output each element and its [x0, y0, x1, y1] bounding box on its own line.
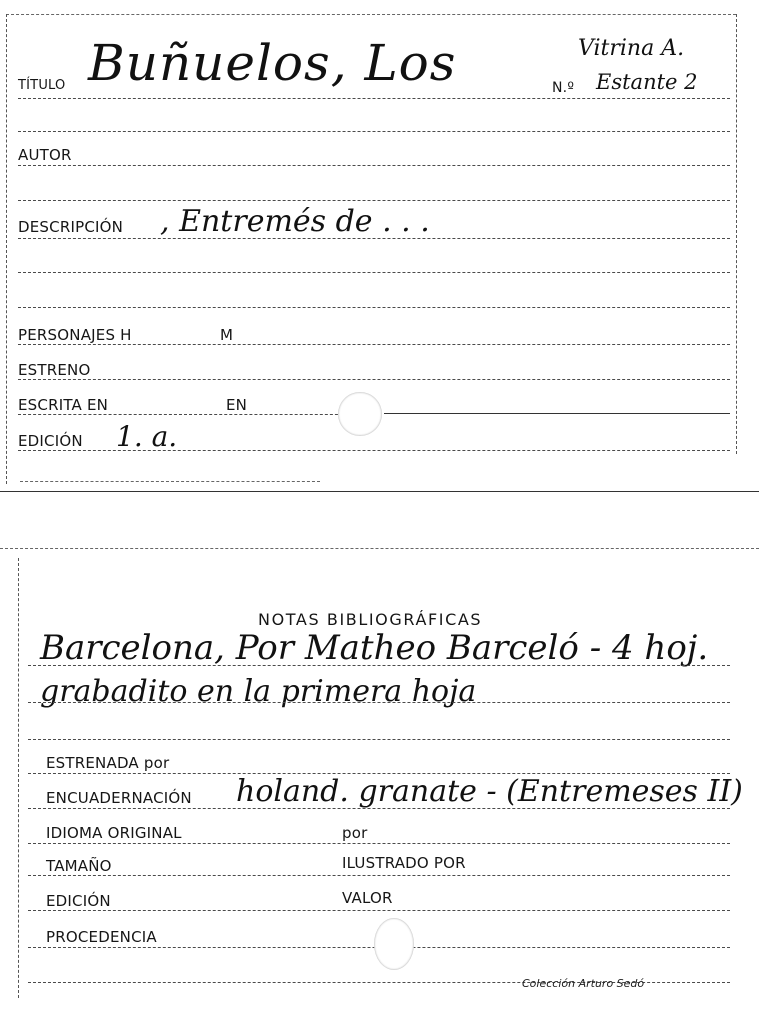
notes-line2-handwritten: grabadito en la primera hoja: [40, 674, 477, 709]
blank-line: [18, 272, 730, 273]
autor-label: AUTOR: [18, 146, 72, 164]
tamano-label: TAMAÑO: [46, 857, 112, 875]
tamano-line: [28, 875, 730, 876]
escrita-en-label: ESCRITA EN: [18, 396, 109, 414]
idioma-label: IDIOMA ORIGINAL: [46, 824, 182, 842]
vitrina-handwritten: Vitrina A.: [578, 36, 685, 61]
numero-label: N.º: [552, 80, 575, 96]
blank-line: [18, 200, 730, 201]
escrita-line-right: [384, 413, 730, 414]
encuadernacion-handwritten: holand. granate - (Entremeses II): [236, 774, 743, 809]
descripcion-line: [18, 238, 730, 239]
notes-line-1: [28, 665, 730, 666]
encuadernacion-label: ENCUADERNACIÓN: [46, 789, 192, 807]
card-right-edge: [736, 14, 737, 454]
card-top-edge: [0, 548, 759, 549]
edicion-label: EDICIÓN: [18, 432, 83, 450]
personajes-line: [18, 344, 730, 345]
punch-hole-mark: [374, 918, 414, 970]
punch-hole-mark: [338, 392, 382, 436]
blank-line: [18, 131, 730, 132]
card-left-edge: [6, 14, 7, 484]
personajes-m-label: M: [220, 326, 234, 344]
idioma-line: [28, 843, 730, 844]
titulo-label: TÍTULO: [18, 78, 66, 93]
notes-line-3: [28, 739, 730, 740]
ilustrado-label: ILUSTRADO POR: [342, 854, 466, 872]
notes-line1-handwritten: Barcelona, Por Matheo Barceló - 4 hoj.: [40, 628, 709, 668]
notas-heading: NOTAS BIBLIOGRÁFICAS: [258, 610, 483, 629]
escrita-en-2-label: EN: [226, 396, 248, 414]
procedencia-label: PROCEDENCIA: [46, 928, 157, 946]
edicion-line: [28, 910, 730, 911]
top-card-bottom-edge: [20, 481, 320, 482]
collection-credit: Colección Arturo Sedó: [522, 977, 645, 990]
estrenada-por-label: ESTRENADA por: [46, 754, 170, 772]
card-left-edge: [18, 558, 19, 998]
valor-label: VALOR: [342, 889, 393, 907]
titulo-line: [18, 98, 730, 99]
titulo-handwritten: Buñuelos, Los: [88, 34, 457, 92]
edicion-handwritten: 1. a.: [116, 420, 178, 453]
edicion-label: EDICIÓN: [46, 892, 111, 910]
descripcion-handwritten: , Entremés de . . .: [160, 204, 430, 239]
idioma-por-label: por: [342, 824, 368, 842]
catalog-card-top: [0, 0, 759, 492]
notes-line-2: [28, 702, 730, 703]
encuadernacion-line: [28, 808, 730, 809]
edicion-line: [18, 450, 730, 451]
escrita-line: [18, 414, 353, 415]
blank-line: [18, 307, 730, 308]
descripcion-label: DESCRIPCIÓN: [18, 218, 124, 236]
estante-handwritten: Estante 2: [596, 70, 698, 94]
card-separator: [0, 491, 759, 492]
estreno-label: ESTRENO: [18, 361, 91, 379]
card-top-edge: [6, 14, 736, 15]
estreno-line: [18, 379, 730, 380]
catalog-card-bottom: [0, 540, 759, 1028]
autor-line: [18, 165, 730, 166]
personajes-label: PERSONAJES H: [18, 326, 132, 344]
